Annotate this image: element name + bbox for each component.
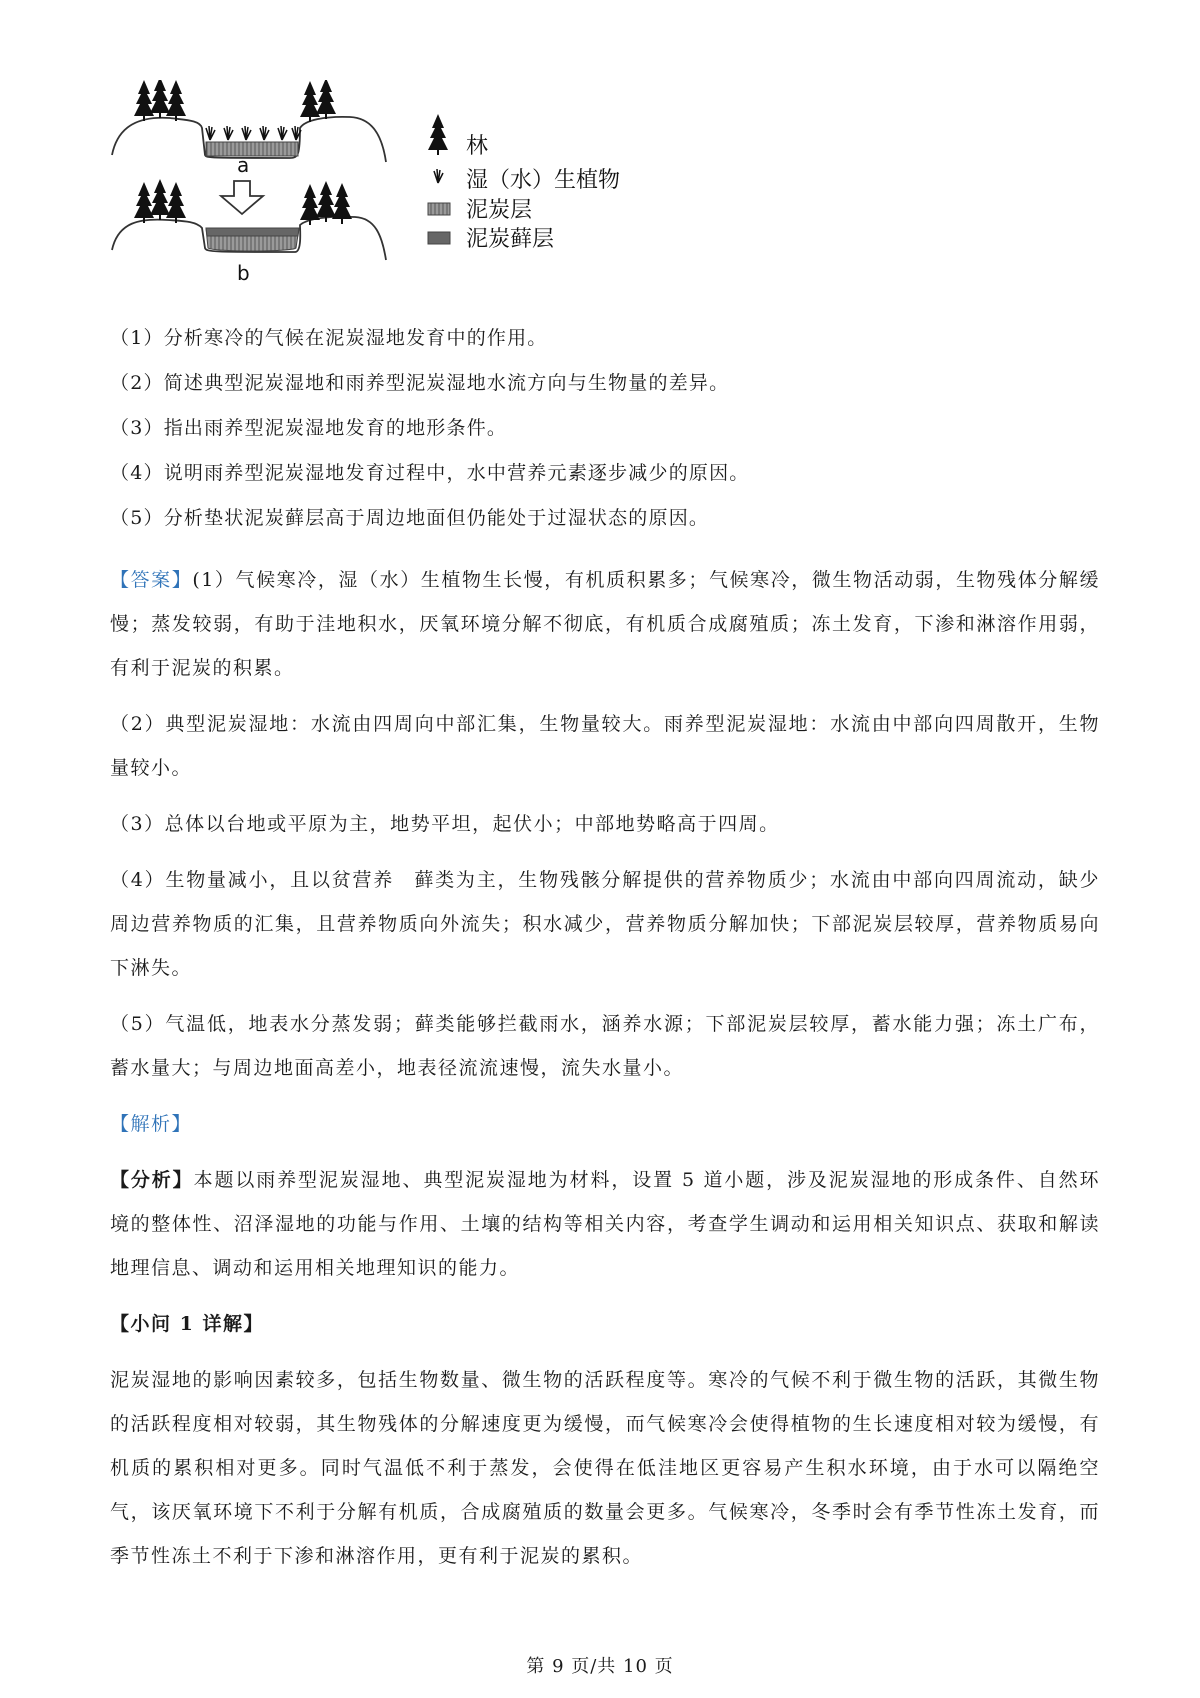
wetland-diagram-svg <box>110 80 730 312</box>
answer-part-3: （3）总体以台地或平原为主，地势平坦，起伏小；中部地势略高于四周。 <box>110 813 780 835</box>
question-list <box>110 322 1100 547</box>
answer-tag: 【答案】 <box>110 569 193 591</box>
legend-label-peat-moss: 泥炭藓层 <box>466 227 555 252</box>
legend-label-wetland-plant: 湿（水）生植物 <box>466 168 621 193</box>
tree-icon <box>428 114 448 155</box>
wetland-diagram <box>110 80 730 312</box>
question-item: （1）分析寒冷的气候在泥炭湿地发育中的作用。 <box>110 327 548 349</box>
legend-label-forest: 林 <box>466 134 489 159</box>
question-item: （5）分析垫状泥炭藓层高于周边地面但仍能处于过湿状态的原因。 <box>110 507 710 529</box>
analysis-section <box>110 1102 1100 1590</box>
analysis-tag: 【解析】 <box>110 1113 193 1135</box>
analysis-fenxi-tag: 【分析】 <box>110 1169 194 1191</box>
detail-tag: 【小问 1 详解】 <box>110 1313 264 1335</box>
detail-text: 泥炭湿地的影响因素较多，包括生物数量、微生物的活跃程度等。寒冷的气候不利于微生物的活跃，其微生物的活跃程度相对较弱，其生物残体的分解速度更为缓慢，而气候寒冷会使得植物的生长速度相对较为缓慢，有机质的累积相对更多。同时气温低不利于蒸发，会使得在低洼地区更容易产生积水环境，由于水可以隔绝空气，该厌氧环境下不利于分解有机质，合成腐殖质的数量会更多。气候寒冷，冬季时会有季节性冻土发育，而季节性冻土不利于下渗和淋溶作用，更有利于泥炭的累积。 <box>110 1369 1100 1567</box>
figure-label-a: a <box>237 153 250 177</box>
peat-layer-swatch-icon <box>428 203 450 215</box>
answer-part-4 <box>110 858 1100 990</box>
analysis-summary <box>110 1158 1100 1290</box>
question-item: （3）指出雨养型泥炭湿地发育的地形条件。 <box>110 417 508 439</box>
answer-part-5: （5）气温低，地表水分蒸发弱；藓类能够拦截雨水，涵养水源；下部泥炭层较厚，蓄水能力强；冻土广布，蓄水量大；与周边地面高差小，地表径流流速慢，流失水量小。 <box>110 1013 1100 1079</box>
question-item: （4）说明雨养型泥炭湿地发育过程中，水中营养元素逐步减少的原因。 <box>110 462 750 484</box>
answer-section <box>110 558 1100 1102</box>
answer-part-1 <box>110 558 1100 690</box>
page-footer: 第 9 页/共 10 页 <box>526 1656 674 1677</box>
legend <box>428 114 620 252</box>
answer-part-2: （2）典型泥炭湿地：水流由四周向中部汇集，生物量较大。雨养型泥炭湿地：水流由中部向四周散开，生物量较小。 <box>110 713 1100 779</box>
panel-a <box>112 80 386 162</box>
wetland-plant-icon <box>434 169 443 183</box>
legend-label-peat: 泥炭层 <box>466 198 533 223</box>
analysis-fenxi-text: 本题以雨养型泥炭湿地、典型泥炭湿地为材料，设置 5 道小题，涉及泥炭湿地的形成条件、自然环境的整体性、沼泽湿地的功能与作用、土壤的结构等相关内容，考查学生调动和运用相关知识点、获取和解读地理信息、调动和运用相关地理知识的能力。 <box>110 1169 1100 1279</box>
down-arrow-icon <box>221 181 263 214</box>
answer-text-1: (1）气候寒冷，湿（水）生植物生长慢，有机质积累多；气候寒冷，微生物活动弱，生物残体分解缓慢；蒸发较弱，有助于洼地积水，厌氧环境分解不彻底，有机质合成腐殖质；冻土发育，下渗和淋溶作用弱，有利于泥炭的积累。 <box>110 569 1100 679</box>
figure-label-b: b <box>237 261 250 285</box>
peat-moss-layer-swatch-icon <box>428 232 450 244</box>
question-item: （2）简述典型泥炭湿地和雨养型泥炭湿地水流方向与生物量的差异。 <box>110 372 730 394</box>
answer-text-4a: （4）生物量减小，且以贫营养 <box>110 869 395 891</box>
answer-text-4b: 藓类为主，生物残骸分解提供的营养物质少；水流由中部向四周流动，缺少周边营养物质的汇集，且营养物质向外流失；积水减少，营养物质分解加快；下部泥炭层较厚，营养物质易向下淋失。 <box>110 869 1100 979</box>
